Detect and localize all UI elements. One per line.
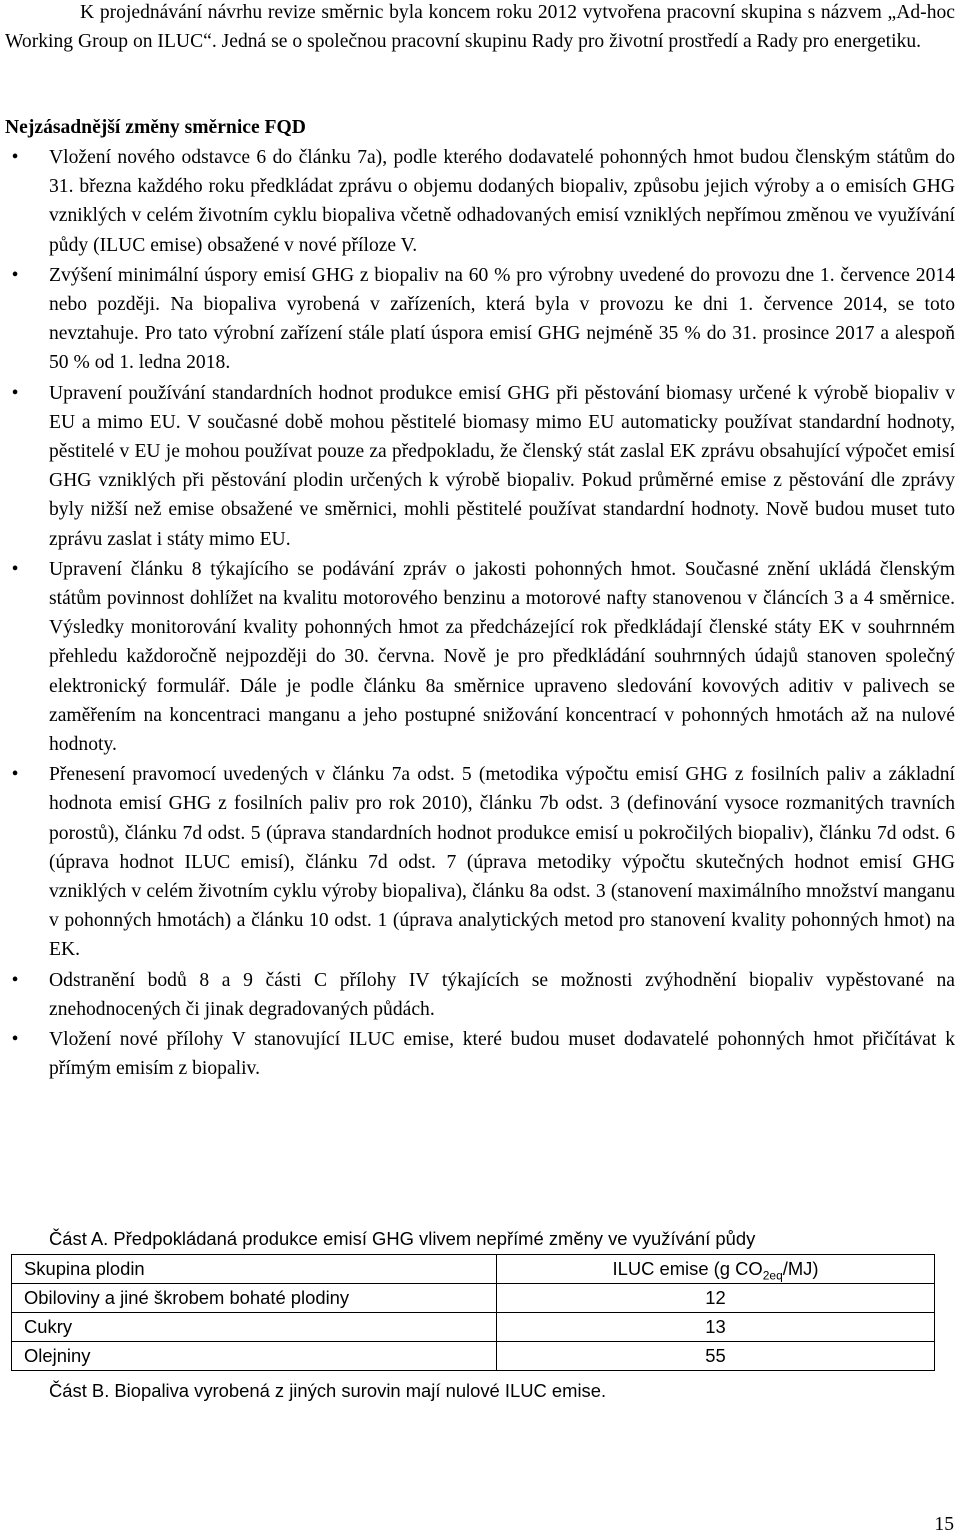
list-item-text: Vložení nové přílohy V stanovující ILUC emise, které budou muset dodavatelé pohonných hmot přičítávat k přímým emisím z biopaliv.	[49, 1029, 955, 1080]
iluc-value-cell: 12	[497, 1284, 935, 1313]
header-iluc-value: ILUC emise (g $CO_{2eq}/MJ$)	[497, 1255, 935, 1284]
table-row	[12, 1342, 935, 1371]
list-item-text: Vložení nového odstavce 6 do článku 7a), podle kterého dodavatelé pohonných hmot budou členským státům do 31. března každého roku předkládat zprávu o objemu dodaných biopaliv, způsobu jejich výroby a o emisích GHG vzniklých v celém životním cyklu biopaliva včetně odhadovaných emisí vzniklých nepřímou změnou ve využívání půdy (ILUC emise) obsažené v nové příloze V.	[49, 147, 955, 256]
bullet-icon: •	[11, 969, 19, 991]
list-item	[5, 1025, 955, 1083]
list-item	[5, 261, 955, 378]
crop-group-cell: Obiloviny a jiné škrobem bohaté plodiny	[12, 1284, 497, 1313]
part-a-caption: Část A. Předpokládaná produkce emisí GHG vlivem nepřímé změny ve využívání půdy	[49, 1228, 756, 1249]
table-row	[12, 1313, 935, 1342]
part-b-caption: Část B. Biopaliva vyrobená z jiných surovin mají nulové ILUC emise.	[49, 1380, 607, 1401]
list-item-text: Zvýšení minimální úspory emisí GHG z biopaliv na 60 % pro výrobny uvedené do provozu dne 1. července 2014 nebo později. Na biopaliva vyrobená v zařízeních, která byla v provozu ke dni 1. července 2014, se toto nevztahuje. Pro tato výrobní zařízení stále platí úspora emisí GHG nejméně 35 % do 31. prosince 2017 a alespoň 50 % od 1. ledna 2018.	[49, 264, 955, 374]
list-item-text: Upravení článku 8 týkajícího se podávání zpráv o jakosti pohonných hmot. Současné znění ukládá členským státům povinnost dohlížet na kvalitu motorového benzinu a motorové nafty stanovenou v článcích 3 a 4 směrnice. Výsledky monitorování kvality pohonných hmot za předcházející rok předkládají členské státy EK v souhrnném přehledu každoročně nejpozději do 30. června. Nově je pro předkládání souhrnných údajů stanoven společný elektronický formulář. Dále je podle článku 8a směrnice upraveno sledování kovových aditiv v palivech se zaměřením na koncentraci manganu a jeho postupné snižování koncentrací v pohonných hmotách až na nulové hodnoty.	[49, 558, 955, 756]
list-item	[5, 143, 955, 260]
iluc-value-cell: 55	[497, 1342, 935, 1371]
list-item	[5, 379, 955, 554]
crop-group-cell: Cukry	[12, 1313, 497, 1342]
bullet-icon: •	[11, 558, 19, 580]
table-header-row	[12, 1255, 935, 1284]
list-item-text: Odstranění bodů 8 a 9 části C přílohy IV týkajících se možnosti zvýhodnění biopaliv vypěstované na znehodnocených či jinak degradovaných půdách.	[49, 969, 955, 1020]
intro-paragraph: K projednávání návrhu revize směrnic byla koncem roku 2012 vytvořena pracovní skupina s názvem „Ad-hoc Working Group on ILUC“. Jedná se o společnou pracovní skupinu Rady pro životní prostředí a Rady pro energetiku.	[5, 2, 955, 53]
iluc-table	[11, 1254, 935, 1371]
list-item-text: Přenesení pravomocí uvedených v článku 7a odst. 5 (metodika výpočtu emisí GHG z fosilních paliv a základní hodnota emisí GHG z fosilních paliv pro rok 2010), článku 7b odst. 3 (definování vysoce rozmanitých travních porostů), článku 7d odst. 5 (úprava standardních hodnot produkce emisí u pokročilých biopaliv), článku 7d odst. 6 (úprava hodnot ILUC emisí), článku 7d odst. 7 (úprava metodiky výpočtu skutečných hodnot emisí GHG vzniklých v celém životním cyklu výroby biopaliva), článku 8a odst. 3 (stanovení maximálního množství manganu v pohonných hmotách) a článku 10 odst. 1 (úprava analytických metod pro stanovení kvality pohonných hmot) na EK.	[49, 764, 955, 961]
iluc-value-cell: 13	[497, 1313, 935, 1342]
bullet-icon: •	[11, 764, 19, 786]
list-item-text: Upravení používání standardních hodnot produkce emisí GHG při pěstování biomasy určené k výrobě biopaliv v EU a mimo EU. V současné době mohou pěstitelé biomasy mimo EU automaticky používat standardní hodnoty, pěstitelé v EU je mohou používat pouze za předpokladu, že členský stát zaslal EK zprávu obsahující výpočet emisí GHG vzniklých při pěstování plodin určených k výrobě biopaliv. Pokud průměrné emise z pěstování dle zprávy byly nižší než emise obsažené ve směrnici, mohli pěstitelé používat standardní hodnoty. Nově budou muset tuto zprávu zaslat i státy mimo EU.	[49, 382, 955, 550]
page-number: 15	[934, 1514, 954, 1535]
header-crop-group: Skupina plodin	[12, 1255, 497, 1284]
crop-group-cell: Olejniny	[12, 1342, 497, 1371]
list-item	[5, 555, 955, 759]
table-row	[12, 1284, 935, 1313]
bullet-icon: •	[11, 147, 19, 168]
bullet-icon: •	[11, 264, 19, 286]
list-item	[5, 760, 955, 964]
bullet-icon: •	[11, 382, 19, 404]
changes-list	[5, 143, 955, 1085]
section-heading: Nejzásadnější změny směrnice FQD	[5, 117, 306, 138]
list-item	[5, 966, 955, 1024]
bullet-icon: •	[11, 1029, 19, 1051]
